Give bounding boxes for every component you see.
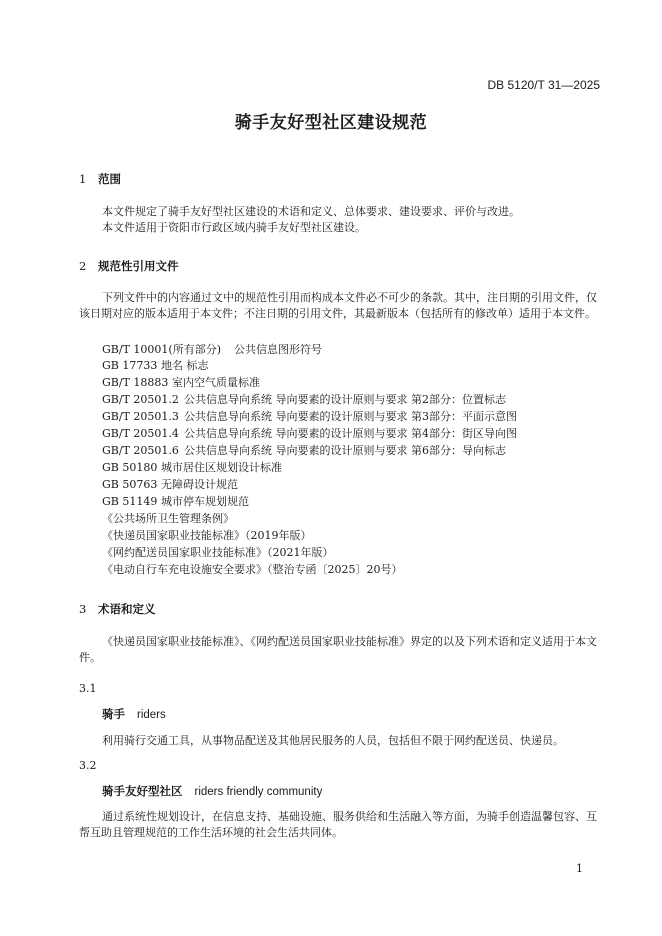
reference-item [102, 494, 249, 510]
reference-code: GB/T 20501.4 [102, 427, 179, 440]
reference-title: 公共信息导向系统 导向要素的设计原则与要求 第4部分：街区导向图 [184, 427, 517, 440]
reference-code: GB 17733 [102, 359, 158, 372]
page-number: 1 [576, 862, 583, 875]
section-title: 规范性引用文件 [98, 259, 179, 273]
reference-item [102, 409, 517, 425]
reference-item [102, 426, 517, 442]
section-number: 2 [79, 259, 87, 273]
term-number: 3.1 [79, 682, 97, 695]
document-title: 骑手友好型社区建设规范 [234, 113, 428, 133]
reference-code: GB/T 20501.2 [102, 393, 179, 406]
reference-title: 室内空气质量标准 [172, 376, 260, 389]
reference-code: GB 50180 [102, 461, 158, 474]
term-entry [102, 706, 166, 722]
reference-title: 城市停车规划规范 [161, 495, 249, 508]
term-chinese: 骑手友好型社区 [102, 784, 183, 798]
section-number: 1 [79, 172, 87, 186]
reference-title: 地名 标志 [161, 359, 209, 372]
term-entry [102, 783, 322, 799]
reference-code: GB/T 20501.3 [102, 410, 179, 423]
reference-title: 城市居住区规划设计标准 [161, 461, 282, 474]
referenced-document: 《网约配送员国家职业技能标准》（2021年版） [102, 546, 334, 559]
reference-code: GB/T 20501.6 [102, 444, 179, 457]
reference-title: 公共信息导向系统 导向要素的设计原则与要求 第3部分：平面示意图 [184, 410, 517, 423]
reference-item [102, 375, 260, 391]
term-number: 3.2 [79, 759, 97, 772]
reference-item [102, 342, 322, 358]
referenced-document: 《快递员国家职业技能标准》（2019年版） [102, 529, 312, 542]
referenced-document: 《公共场所卫生管理条例》 [102, 512, 234, 525]
reference-title: 公共信息导向系统 导向要素的设计原则与要求 第6部分：导向标志 [184, 444, 506, 457]
section-title: 术语和定义 [98, 602, 156, 616]
reference-code: GB/T 18883 [102, 376, 169, 389]
section-2-intro: 下列文件中的内容通过文中的规范性引用而构成本文件必不可少的条款。其中，注日期的引用文件，仅该日期对应的版本适用于本文件；不注日期的引用文件，其最新版本（包括所有的修改单）适用于本文件。 [79, 291, 597, 320]
section-3-heading [79, 601, 156, 617]
term-english: riders friendly community [194, 786, 323, 798]
reference-item [102, 392, 506, 408]
term-english: riders [137, 709, 166, 721]
section-title: 范围 [98, 172, 121, 186]
section-1-paragraph: 本文件规定了骑手友好型社区建设的术语和定义、总体要求、建设要求、评价与改进。 [102, 205, 520, 218]
reference-title: 无障碍设计规范 [161, 478, 238, 491]
reference-code: GB 51149 [102, 495, 158, 508]
section-1-paragraph: 本文件适用于资阳市行政区域内骑手友好型社区建设。 [102, 221, 366, 234]
reference-item [102, 443, 506, 459]
referenced-document: 《电动自行车充电设施安全要求》（整治专函〔2025〕20号） [102, 563, 403, 576]
term-chinese: 骑手 [102, 707, 125, 721]
section-1-heading [79, 171, 121, 187]
reference-title: 公共信息导向系统 导向要素的设计原则与要求 第2部分：位置标志 [184, 393, 506, 406]
reference-item [102, 477, 238, 493]
section-number: 3 [79, 602, 87, 616]
reference-code: GB/T 10001(所有部分) [102, 343, 221, 356]
reference-code: GB 50763 [102, 478, 158, 491]
section-3-intro: 《快递员国家职业技能标准》、《网约配送员国家职业技能标准》界定的以及下列术语和定义适用于本文件。 [79, 635, 597, 664]
reference-item [102, 358, 209, 374]
section-2-heading [79, 258, 179, 274]
reference-title: 公共信息图形符号 [234, 343, 322, 356]
reference-item [102, 460, 282, 476]
term-definition: 利用骑行交通工具，从事物品配送及其他居民服务的人员，包括但不限于网约配送员、快递员。 [102, 734, 564, 747]
document-code: DB 5120/T 31—2025 [487, 78, 600, 92]
term-definition: 通过系统性规划设计，在信息支持、基础设施、服务供给和生活融入等方面，为骑手创造温馨包容、互帮互助且管理规范的工作生活环境的社会生活共同体。 [79, 810, 597, 839]
